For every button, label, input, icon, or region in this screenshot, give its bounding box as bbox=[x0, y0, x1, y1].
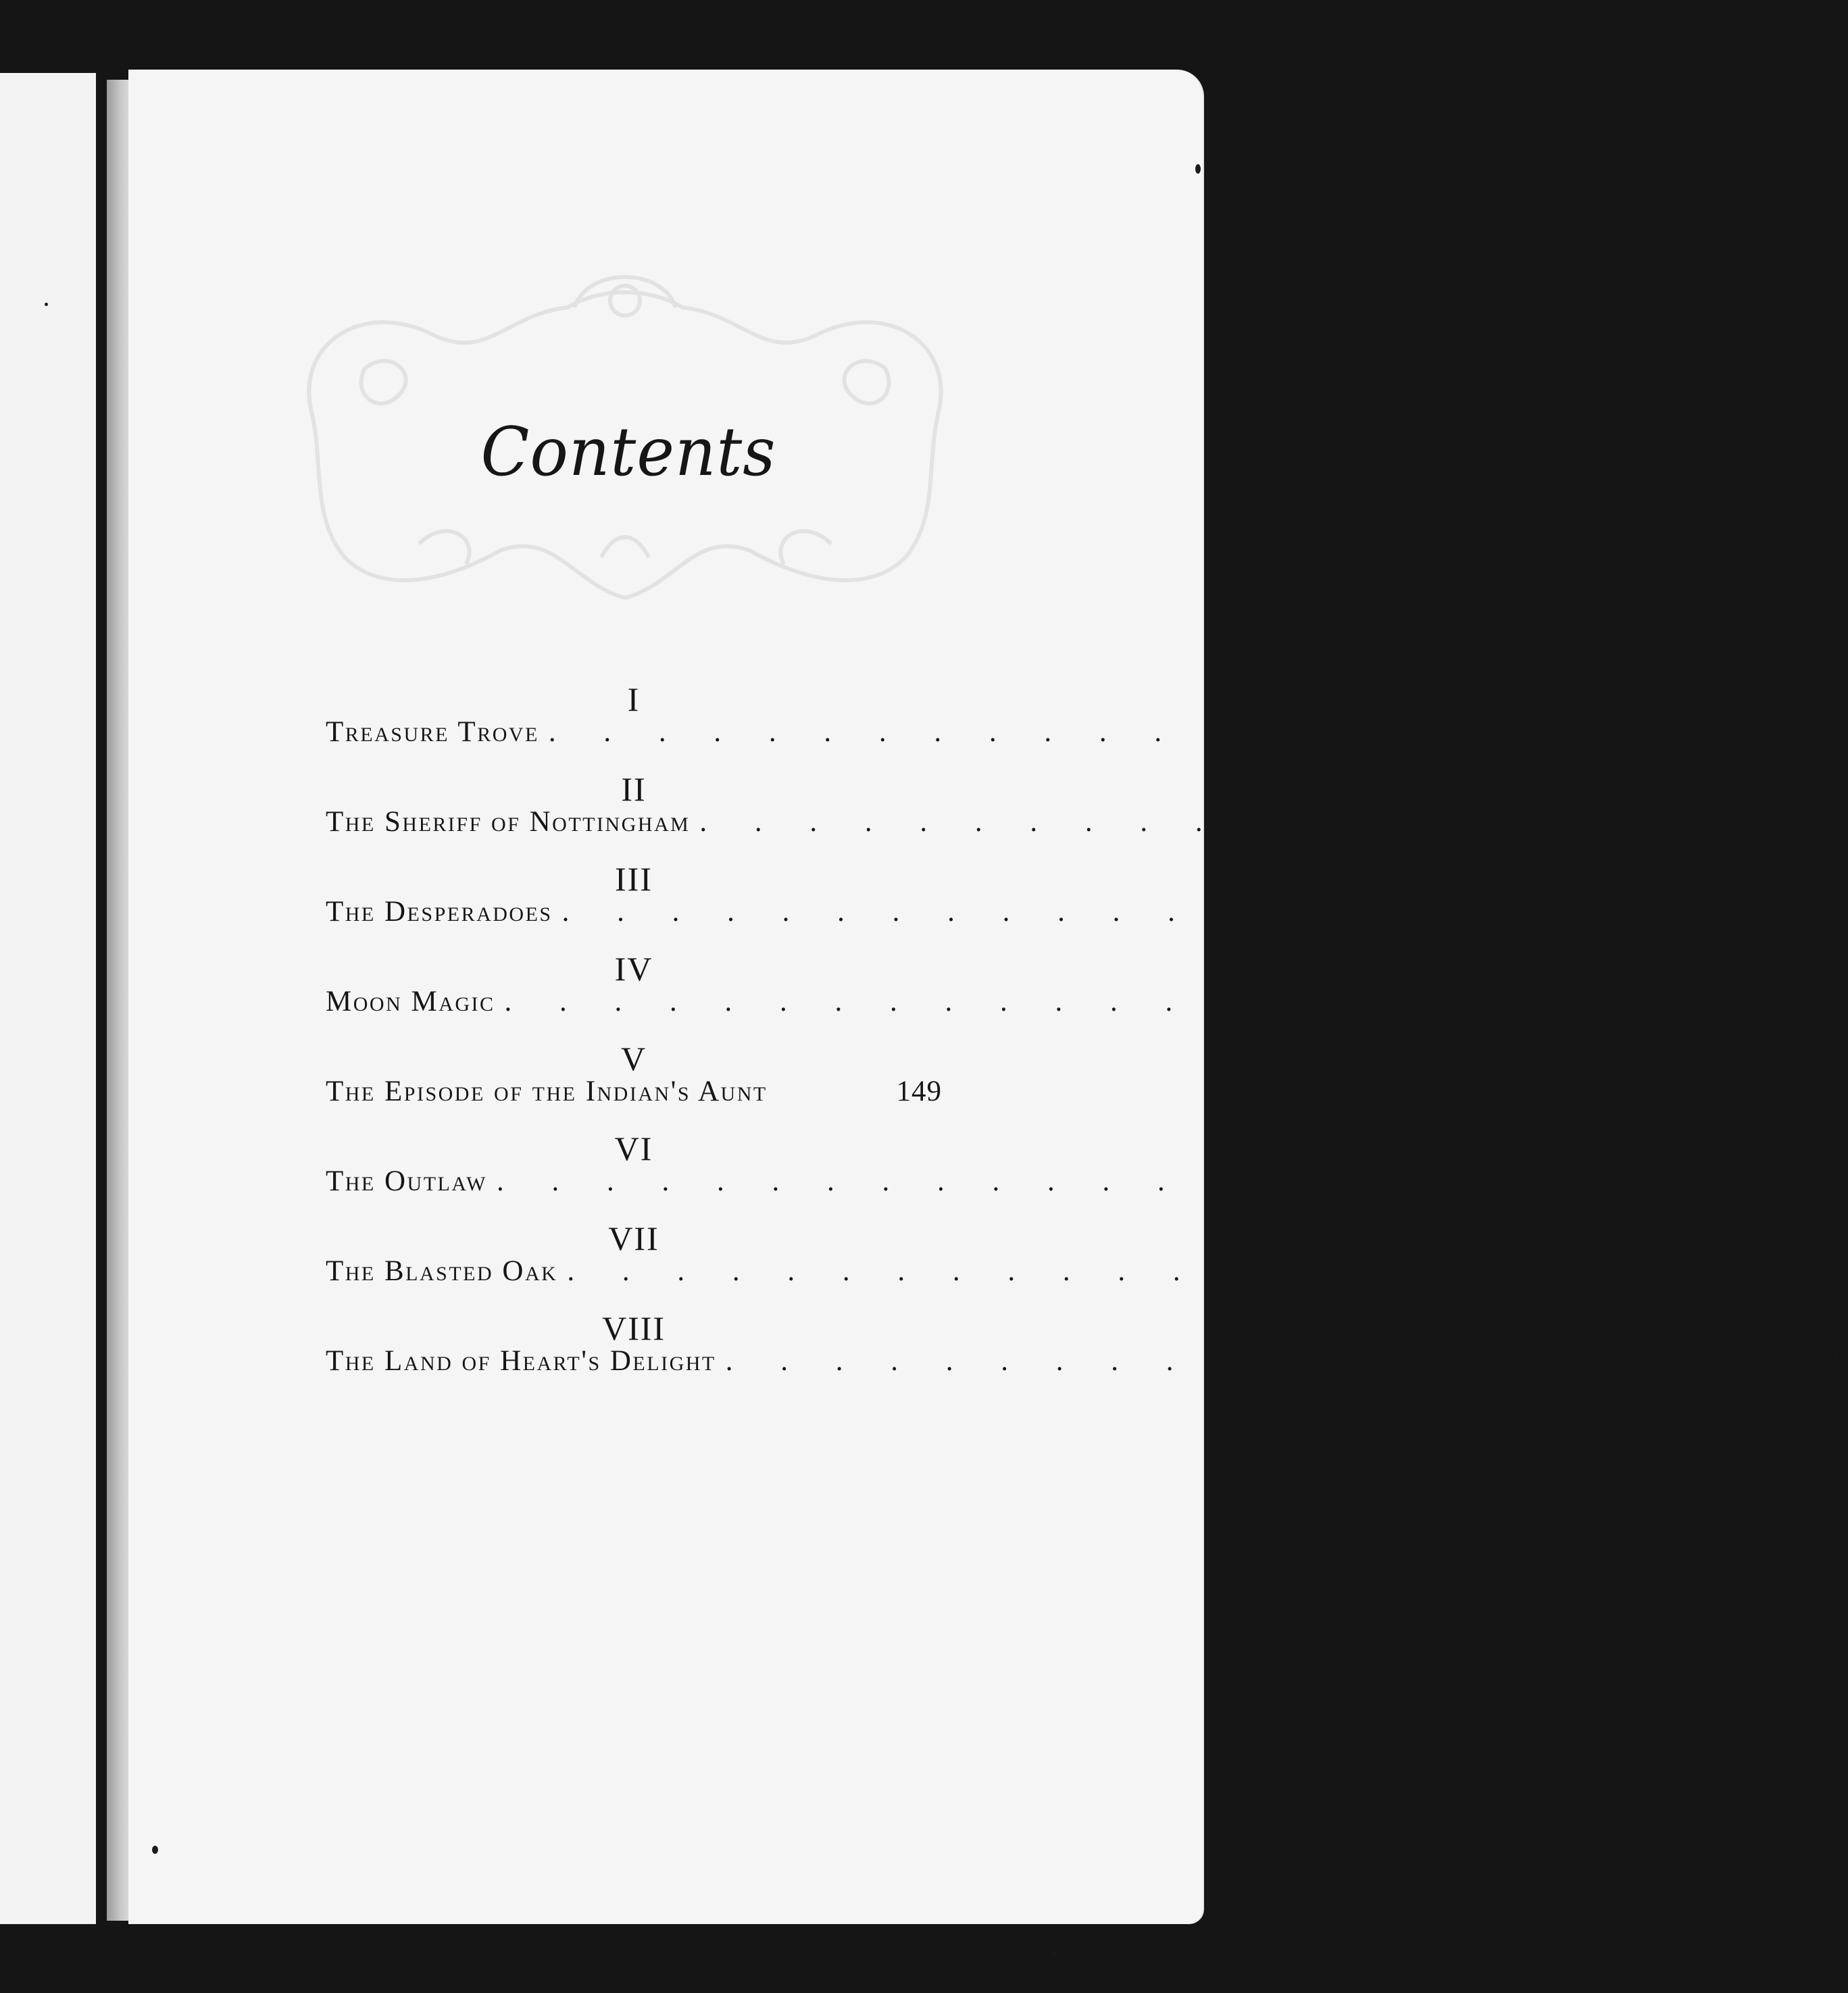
dot-leader: . . . . . . . . . . . . . . . . . . . . bbox=[561, 896, 1636, 928]
chapter-line bbox=[326, 1344, 1848, 1386]
chapter-page-number: 259 bbox=[1802, 1345, 1848, 1377]
toc-entry bbox=[326, 1038, 942, 1126]
chapter-title: The Land of Heart's Delight bbox=[326, 1345, 716, 1377]
chapter-numeral: VII bbox=[608, 1219, 659, 1257]
chapter-line bbox=[326, 1255, 1690, 1296]
scan-speck bbox=[152, 1846, 158, 1854]
toc-entry bbox=[326, 1218, 1690, 1306]
table-of-contents bbox=[326, 679, 1848, 1409]
chapter-page-number: 183 bbox=[1573, 1165, 1620, 1197]
chapter-numeral: VIII bbox=[601, 1309, 666, 1347]
scan-speck bbox=[45, 303, 48, 306]
toc-entry bbox=[326, 769, 1822, 857]
toc-entry bbox=[326, 859, 1684, 947]
chapter-line bbox=[326, 715, 1672, 757]
dot-leader: . . . . . . . . . . . . . . . . . . . . bbox=[496, 1165, 1571, 1197]
chapter-line bbox=[326, 895, 1684, 937]
chapter-page-number: 1 bbox=[1655, 716, 1672, 748]
chapter-page-number: 218 bbox=[1644, 1255, 1690, 1287]
chapter-title: Treasure Trove bbox=[326, 716, 539, 748]
chapter-page-number: 33 bbox=[1791, 806, 1822, 838]
chapter-line bbox=[326, 985, 1627, 1027]
chapter-title: The Sheriff of Nottingham bbox=[326, 806, 691, 838]
toc-entry bbox=[326, 1308, 1848, 1396]
chapter-numeral: IV bbox=[614, 950, 653, 988]
chapter-numeral: I bbox=[627, 680, 641, 718]
chapter-title: The Outlaw bbox=[326, 1165, 487, 1197]
dot-leader: . . . . . . . . . . . . . . . . . . . . bbox=[725, 1345, 1799, 1377]
toc-entry bbox=[326, 1128, 1620, 1216]
chapter-page-number: 149 bbox=[896, 1076, 942, 1107]
scan-speck bbox=[1052, 1951, 1056, 1955]
chapter-numeral: VI bbox=[614, 1130, 653, 1167]
chapter-title: The Desperadoes bbox=[326, 896, 553, 928]
page-heading: Contents bbox=[480, 413, 776, 492]
toc-entry bbox=[326, 679, 1672, 767]
chapter-numeral: II bbox=[621, 770, 647, 808]
dot-leader: . . . . . . . . . . . . . . . . . . . . bbox=[699, 806, 1774, 838]
dot-leader: . . . . . . . . . . . . . . . . . . . . bbox=[504, 986, 1578, 1017]
chapter-line bbox=[326, 805, 1822, 847]
chapter-title: Moon Magic bbox=[326, 986, 495, 1017]
chapter-numeral: III bbox=[615, 860, 653, 898]
left-page-edge bbox=[0, 73, 96, 1924]
dot-leader: . . . . . . . . . . . . . . . . . . . . bbox=[548, 716, 1623, 748]
chapter-title: The Blasted Oak bbox=[326, 1255, 558, 1287]
dot-leader: . . . . . . . . . . . . . . . . . . . . bbox=[567, 1255, 1641, 1287]
chapter-line bbox=[326, 1165, 1620, 1207]
toc-entry bbox=[326, 949, 1627, 1036]
chapter-page-number: 104 bbox=[1581, 986, 1627, 1017]
chapter-numeral: V bbox=[620, 1040, 647, 1078]
scan-speck bbox=[1195, 164, 1201, 174]
chapter-page-number: 72 bbox=[1653, 896, 1684, 928]
chapter-title: The Episode of the Indian's Aunt bbox=[326, 1076, 768, 1107]
chapter-line bbox=[326, 1075, 942, 1117]
